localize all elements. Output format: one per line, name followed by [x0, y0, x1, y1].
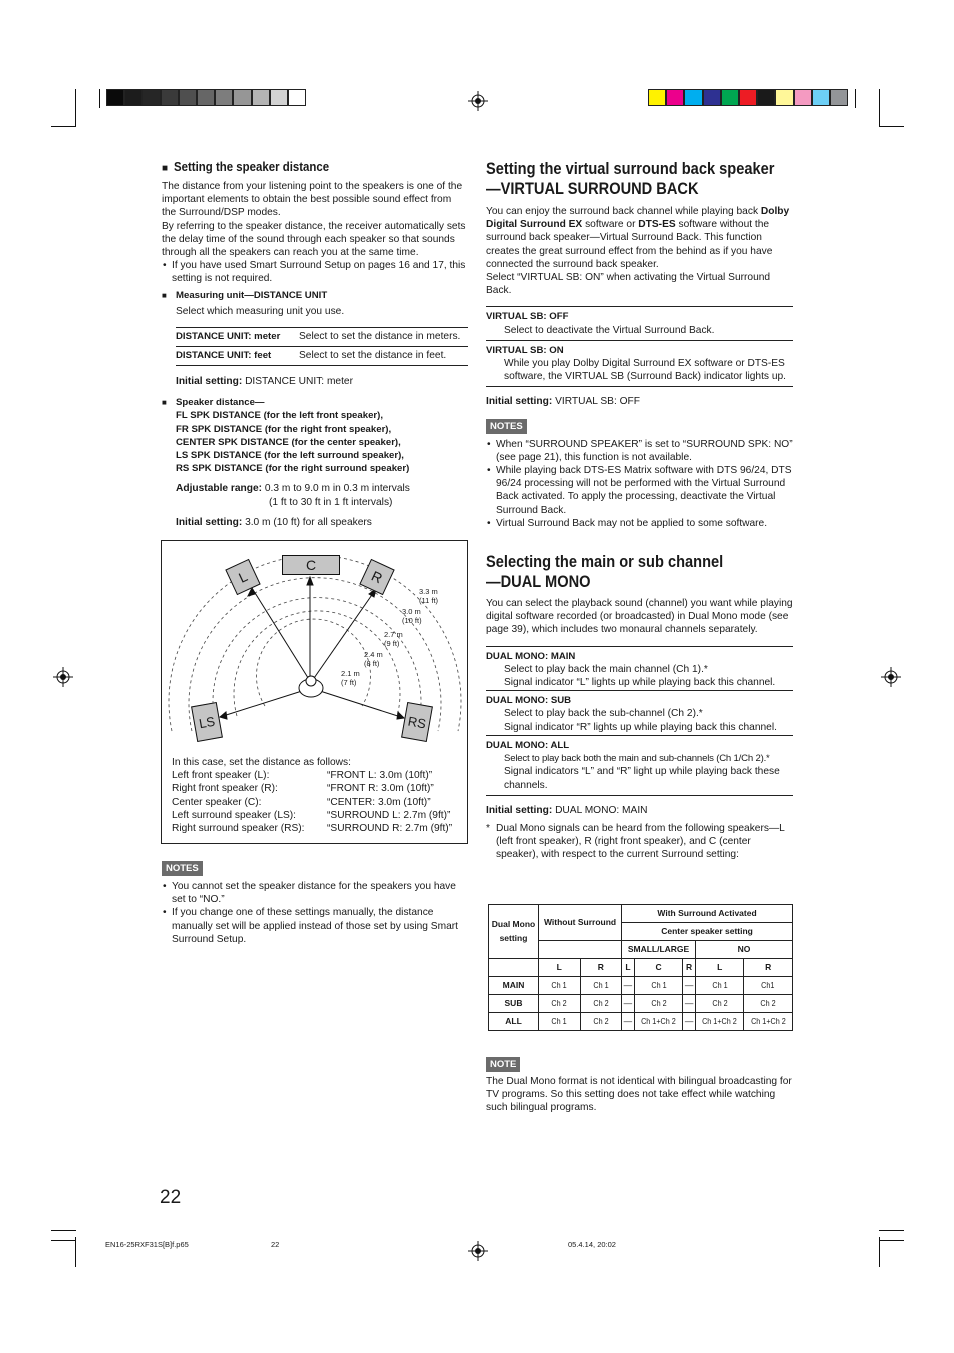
note-item: • When “SURROUND SPEAKER” is set to “SURROUND SPK: NO” (see page 21), this function is not available. — [486, 438, 793, 464]
dual-mono-table: Dual Mono setting Without Surround With Surround Activated Center speaker setting SMALL/LARGE NO L R L C R L R MAIN Ch 1 Ch 1 — Ch 1 — Ch 1 Ch1 SUB Ch 2 Ch 2 — Ch 2 — Ch 2 Ch 2 ALL Ch 1 Ch 2 — Ch 1+Ch 2 — Ch 1+Ch 2 Ch 1+Ch 2 — [488, 904, 793, 1031]
dual-mono-intro: You can select the playback sound (channel) you want while playing digital software recorded (or broadcasted) in Dual Mono mode (see page 39), which includes two monaural channels separately. — [486, 598, 793, 636]
ring-label: 3.0 m (10 ft) — [402, 607, 422, 625]
vsb-on-desc: While you play Dolby Digital Surround EX software or DTS-ES software, the VIRTUAL SB (Surround Back) indicator lights up. — [504, 358, 786, 383]
vsb-intro: You can enjoy the surround back channel while playing back Dolby Digital Surround EX software or DTS-ES software without the surround back speaker—Virtual Surround Back. This function creates the great surround effect from the behind as if you have connected the surround back speaker. — [486, 206, 790, 270]
speaker-right-surround: RS — [401, 702, 433, 742]
page-number: 22 — [160, 1187, 182, 1208]
table-header-row: L R L C R L R — [489, 959, 793, 977]
color-swatch — [215, 89, 233, 106]
table-row: MAIN Ch 1 Ch 1 — Ch 1 — Ch 1 Ch1 — [489, 977, 793, 995]
vsb-on-title: VIRTUAL SB: ON — [486, 344, 564, 356]
distance-unit-table — [176, 327, 468, 366]
color-swatch — [124, 89, 142, 106]
registration-target-icon — [468, 1241, 488, 1261]
speaker-center: C — [282, 555, 340, 575]
dual-all-desc: Select to play back both the main and sub-channels (Ch 1/Ch 2).* — [504, 753, 770, 765]
speaker-distance-title: ■ Speaker distance— — [162, 396, 468, 409]
diagram-caption: In this case, set the distance as follows: Left front speaker (L): “FRONT L: 3.0m (10ft)” Right front speaker (R): “FRONT R: 3.0m (10ft)” Center speaker (C): “CENTER: 3.0m (10ft)” Left surround speaker (LS): “SURROUND L: 2.7m (9ft)” Right surround speaker (RS): “SURROUND R: 2.7m (9ft)” — [172, 757, 453, 835]
initial-setting: Initial setting: DISTANCE UNIT: meter — [176, 376, 353, 388]
color-swatch — [648, 89, 666, 106]
dual-main-title: DUAL MONO: MAIN — [486, 650, 576, 662]
color-swatch — [161, 89, 179, 106]
listener-icon — [299, 676, 323, 697]
dual-main-desc: Signal indicator “L” lights up while playing back this channel. — [504, 677, 776, 689]
color-swatch — [721, 89, 739, 106]
color-swatch — [142, 89, 160, 106]
adjustable-range-ft: (1 ft to 30 ft in 1 ft intervals) — [269, 496, 393, 508]
note-item: • Virtual Surround Back may not be applied to some software. — [486, 517, 793, 530]
speaker-left-surround: LS — [191, 702, 223, 742]
square-bullet-icon: ■ — [162, 163, 169, 174]
table-row: SUB Ch 2 Ch 2 — Ch 2 — Ch 2 Ch 2 — [489, 995, 793, 1013]
note-item: • While playing back DTS-ES Matrix software with DTS 96/24, DTS 96/24 processing will not be performed with the Virtual Surround Back activated. To apply the processing, deactivate the Virtual Surround Back. — [486, 464, 793, 517]
left-column — [162, 160, 468, 529]
print-date: 05.4.14, 20:02 — [568, 1240, 616, 1249]
table-row: DISTANCE UNIT: feet Select to set the distance in feet. — [176, 350, 447, 362]
color-swatch — [775, 89, 793, 106]
measuring-unit-desc: Select which measuring unit you use. — [176, 305, 345, 317]
registration-target-icon — [881, 667, 901, 687]
ring-label: 2.1 m (7 ft) — [341, 669, 360, 687]
color-swatch — [739, 89, 757, 106]
adjustable-range: Adjustable range: 0.3 m to 9.0 m in 0.3 m intervals — [176, 483, 410, 495]
dual-note-text: The Dual Mono format is not identical with bilingual broadcasting for TV programs. So this setting does not take effect while watching such bilingual programs. — [486, 1076, 792, 1114]
color-swatch — [757, 89, 775, 106]
color-swatch — [288, 89, 306, 106]
dual-main-desc: Select to play back the main channel (Ch 1).* — [504, 663, 708, 675]
registration-target-icon — [53, 667, 73, 687]
vsb-off-desc: Select to deactivate the Virtual Surround Back. — [504, 324, 715, 336]
dual-mono-heading: Selecting the main or sub channel — [486, 552, 724, 572]
vsb-off-title: VIRTUAL SB: OFF — [486, 311, 569, 323]
vsb-initial-setting: Initial setting: VIRTUAL SB: OFF — [486, 396, 640, 408]
speaker-right: R — [359, 559, 394, 595]
notes-badge: NOTES — [162, 861, 203, 876]
speaker-layout-diagram — [161, 540, 468, 844]
ring-label: 3.3 m (11 ft) — [419, 587, 439, 605]
registration-target-icon — [468, 91, 488, 111]
dual-mono-heading-sub: —DUAL MONO — [486, 572, 591, 592]
color-swatch — [197, 89, 215, 106]
left-notes — [162, 861, 468, 946]
vsb-heading: Setting the virtual surround back speaker — [486, 159, 775, 178]
color-swatch — [703, 89, 721, 106]
note-badge: NOTE — [486, 1057, 520, 1072]
color-swatch — [179, 89, 197, 106]
file-name: EN16-25RXF31S[B]f.p65 — [105, 1240, 189, 1249]
dual-initial-setting: Initial setting: DUAL MONO: MAIN — [486, 804, 648, 816]
smart-setup-note: • If you have used Smart Surround Setup on pages 16 and 17, this setting is not required. — [162, 259, 468, 285]
intro-paragraph: By referring to the speaker distance, the receiver automatically sets the delay time of the sound through each speaker so that sounds through all the speakers can reach you at the same time. — [162, 220, 466, 259]
vsb-heading-sub: —VIRTUAL SURROUND BACK — [486, 179, 699, 198]
dual-footnote: * Dual Mono signals can be heard from the following speakers—L (left front speaker), R (right front speaker), and C (center speaker), with respect to the current Surround setting: — [486, 822, 785, 861]
intro-paragraph: The distance from your listening point to the speakers is one of the important elements to obtain the best possible sound effect from the Surround/DSP modes. — [162, 181, 463, 219]
color-swatch — [794, 89, 812, 106]
color-swatch — [270, 89, 288, 106]
ring-label: 2.7 m (9 ft) — [384, 630, 403, 648]
dual-sub-desc: Signal indicator “R” lights up while playing back this channel. — [504, 721, 777, 733]
color-swatch — [812, 89, 830, 106]
color-swatch — [233, 89, 251, 106]
color-swatch — [666, 89, 684, 106]
speaker-distance-heading: Setting the speaker distance — [174, 159, 330, 174]
table-row: DISTANCE UNIT: meter Select to set the distance in meters. — [176, 331, 461, 343]
right-column — [486, 159, 793, 862]
speaker-distance-list: FL SPK DISTANCE (for the left front speaker), FR SPK DISTANCE (for the right front speaker), CENTER SPK DISTANCE (for the center speaker), LS SPK DISTANCE (for the left surround speaker), RS SPK DISTANCE (for the right surround speaker) — [176, 410, 410, 475]
color-swatch — [684, 89, 702, 106]
ring-label: 2.4 m (8 ft) — [364, 650, 383, 668]
initial-setting: Initial setting: 3.0 m (10 ft) for all speakers — [176, 516, 372, 528]
notes-badge: NOTES — [486, 419, 527, 434]
footer-page: 22 — [271, 1240, 280, 1249]
measuring-unit-title: ■ Measuring unit—DISTANCE UNIT — [162, 289, 468, 302]
speaker-left: L — [225, 559, 260, 595]
dual-sub-title: DUAL MONO: SUB — [486, 695, 572, 707]
dual-all-desc: Signal indicators “L” and “R” light up while playing back these channels. — [504, 766, 780, 791]
dual-sub-desc: Select to play back the sub-channel (Ch 2).* — [504, 708, 703, 720]
table-row: ALL Ch 1 Ch 2 — Ch 1+Ch 2 — Ch 1+Ch 2 Ch 1+Ch 2 — [489, 1013, 793, 1031]
note-item: • If you change one of these settings manually, the distance manually set will be applied instead of those set by using Smart Surround Setup. — [162, 906, 468, 946]
dual-all-title: DUAL MONO: ALL — [486, 739, 570, 751]
note-item: • You cannot set the speaker distance for the speakers you have set to “NO.” — [162, 880, 468, 906]
vsb-select: Select “VIRTUAL SB: ON” when activating the Virtual Surround Back. — [486, 272, 771, 297]
color-swatch — [830, 89, 848, 106]
color-swatch — [106, 89, 124, 106]
color-swatch — [252, 89, 270, 106]
dual-note — [486, 1057, 793, 1115]
